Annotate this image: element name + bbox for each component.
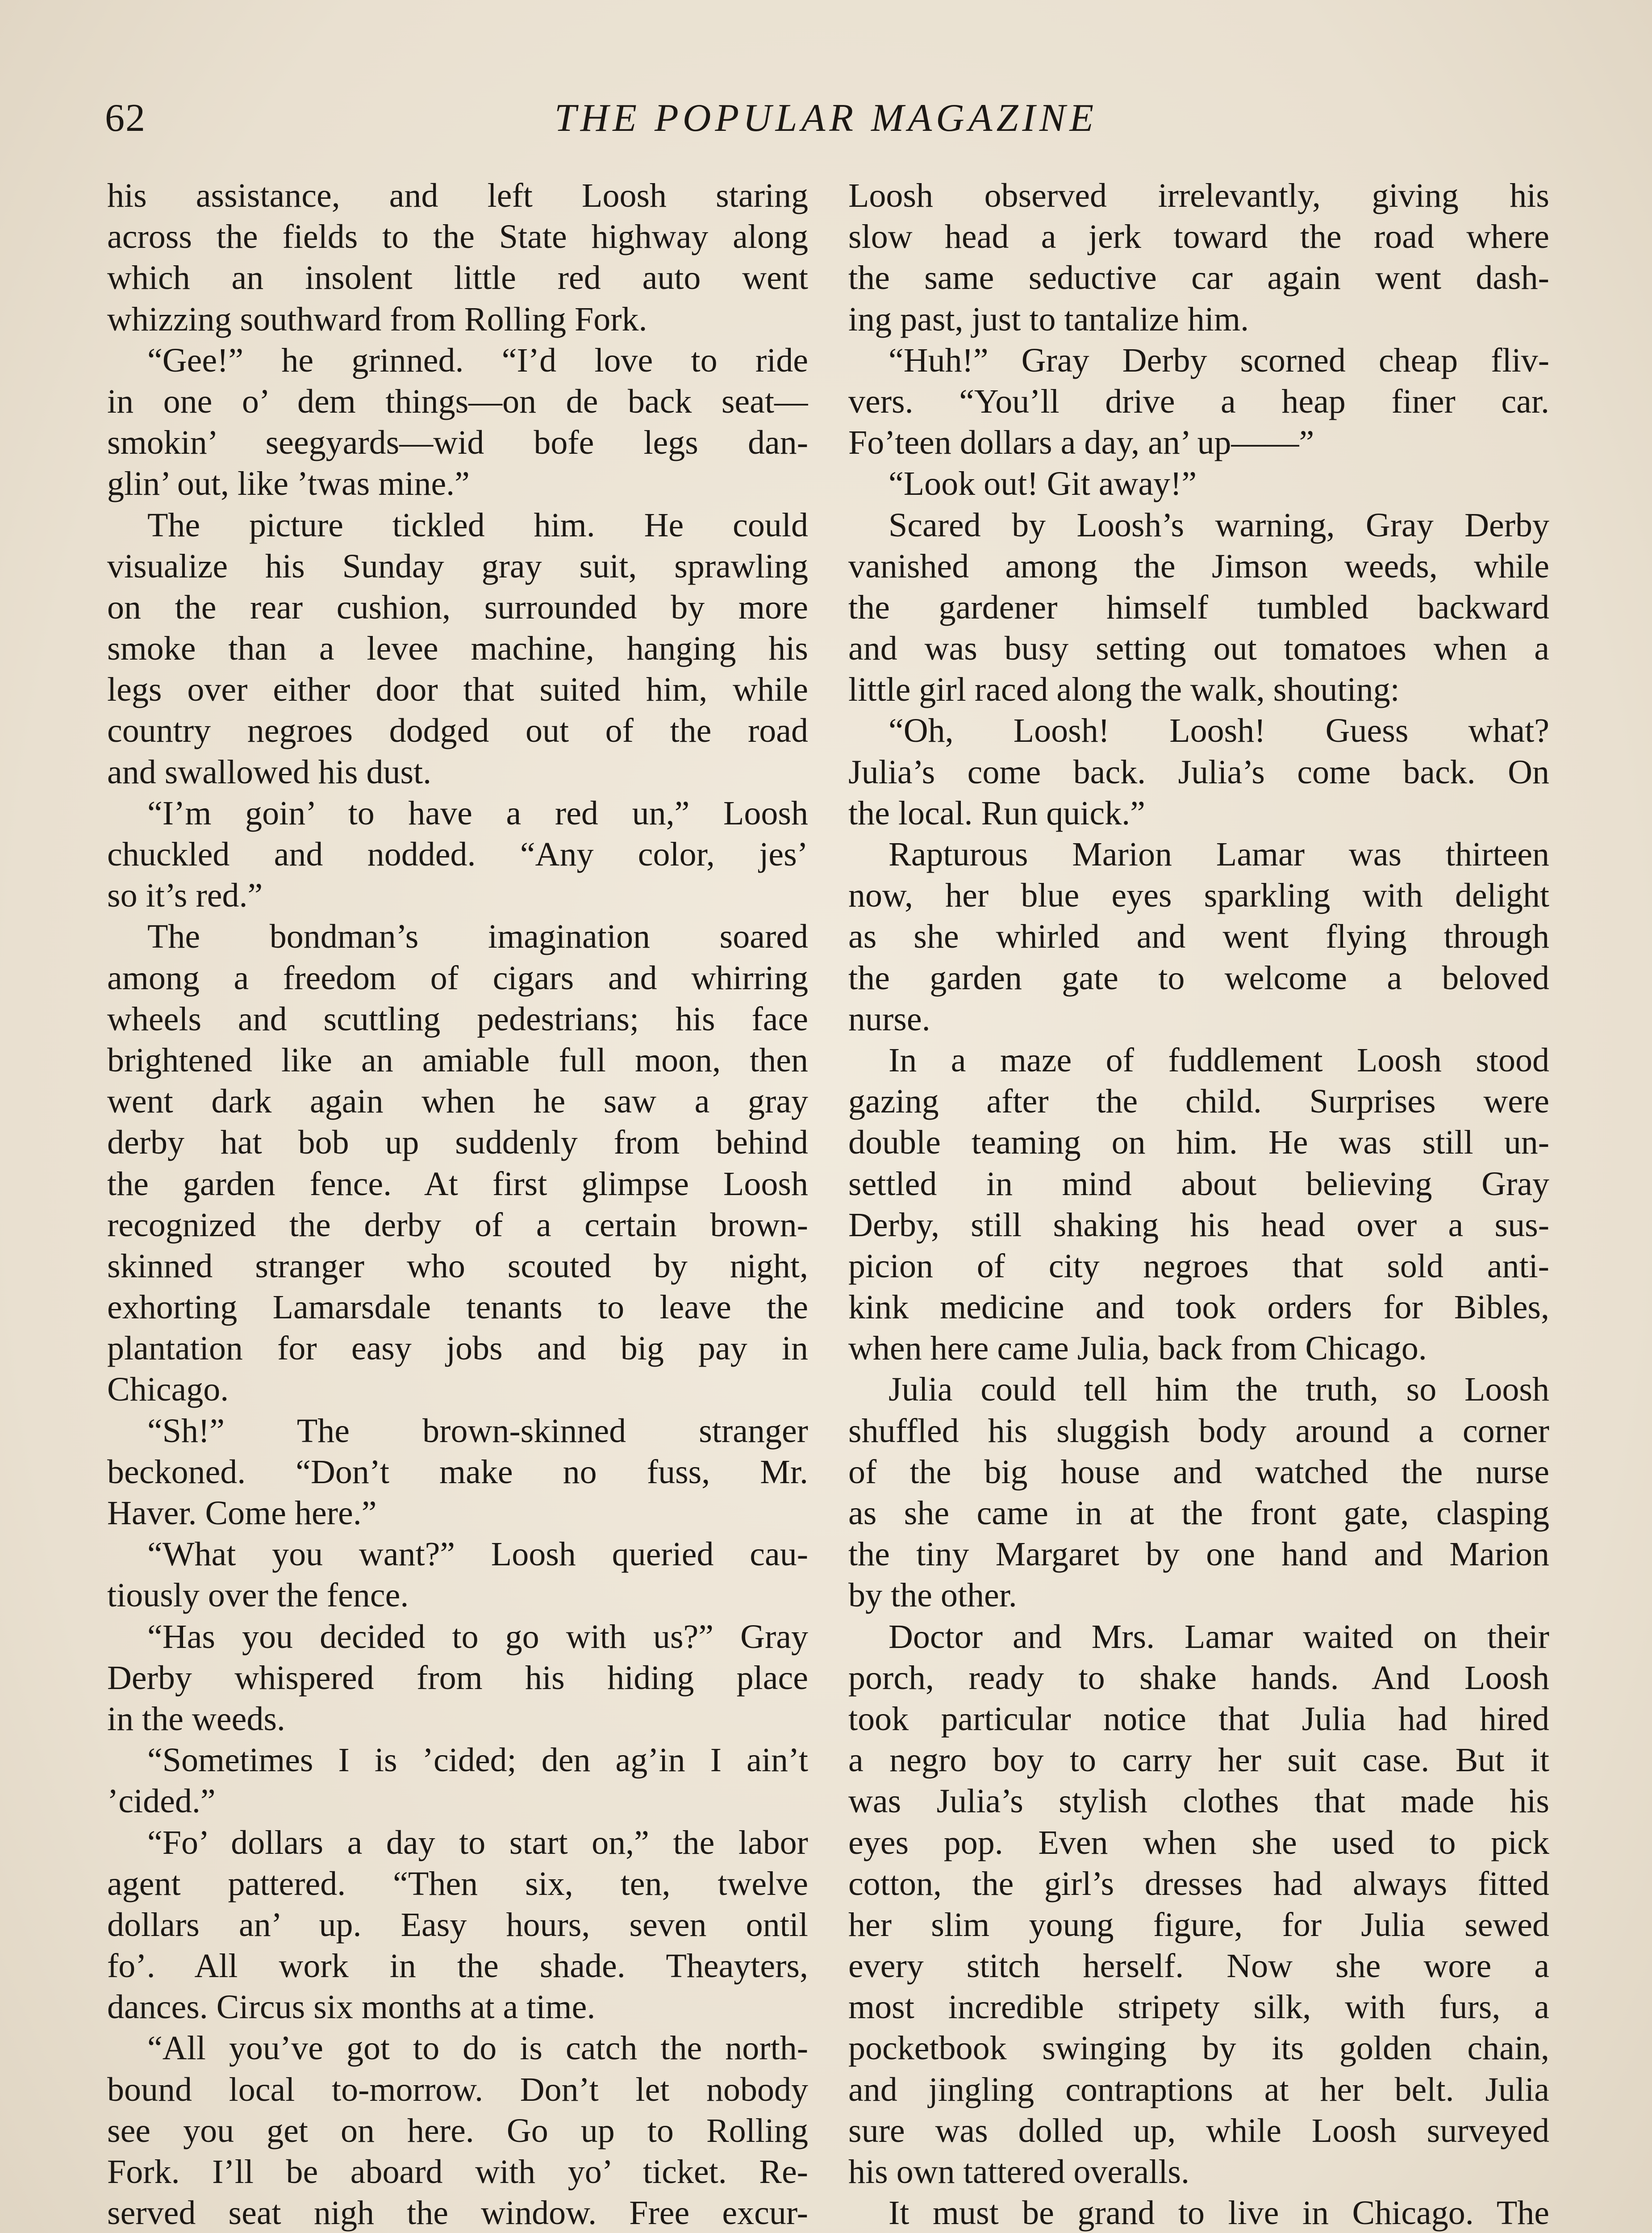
text-line: was Julia’s stylish clothes that made his [848, 1782, 1549, 1820]
text-line: agent pattered. “Then six, ten, twelve [107, 1865, 808, 1903]
text-line: kink medicine and took orders for Bibles, [848, 1288, 1549, 1326]
text-line: and was busy setting out tomatoes when a [848, 630, 1549, 668]
text-line: on the rear cushion, surrounded by more [107, 588, 808, 626]
text-line: the same seductive car again went dash- [848, 259, 1549, 297]
text-line: Haver. Come here.” [107, 1494, 377, 1532]
text-line: exhorting Lamarsdale tenants to leave the [107, 1288, 808, 1326]
text-line: In a maze of fuddlement Loosh stood [889, 1041, 1549, 1079]
text-line: in the weeds. [107, 1700, 285, 1738]
text-line: vers. “You’ll drive a heap finer car. [848, 382, 1549, 420]
text-line: every stitch herself. Now she wore a [848, 1947, 1549, 1985]
text-line: and swallowed his dust. [107, 753, 432, 791]
text-line: skinned stranger who scouted by night, [107, 1247, 808, 1285]
text-line: Derby whispered from his hiding place [107, 1659, 808, 1697]
text-line: and jingling contraptions at her belt. Julia [848, 2070, 1549, 2108]
text-line: of the big house and watched the nurse [848, 1453, 1549, 1491]
text-line: “Gee!” he grinned. “I’d love to ride [147, 341, 808, 379]
text-line: pocketbook swinging by its golden chain, [848, 2029, 1549, 2067]
text-line: little girl raced along the walk, shouting: [848, 671, 1400, 709]
text-line: Julia could tell him the truth, so Loosh [889, 1371, 1549, 1409]
text-line: “All you’ve got to do is catch the north- [147, 2029, 808, 2067]
text-line: vanished among the Jimson weeds, while [848, 547, 1549, 585]
text-line: cotton, the girl’s dresses had always fitted [848, 1865, 1549, 1903]
text-line: ing past, just to tantalize him. [848, 300, 1249, 338]
text-line: plantation for easy jobs and big pay in [107, 1330, 808, 1367]
text-line: legs over either door that suited him, while [107, 671, 808, 709]
text-line: Fo’teen dollars a day, an’ up——” [848, 424, 1314, 462]
text-line: whizzing southward from Rolling Fork. [107, 300, 647, 338]
text-line: Doctor and Mrs. Lamar waited on their [889, 1618, 1549, 1656]
text-line: as she whirled and went flying through [848, 918, 1549, 956]
text-line: the gardener himself tumbled backward [848, 588, 1549, 626]
text-line: shuffled his sluggish body around a corner [848, 1412, 1549, 1450]
text-line: Fork. I’ll be aboard with yo’ ticket. Re- [107, 2153, 808, 2191]
text-line: the local. Run quick.” [848, 794, 1145, 832]
text-line: his assistance, and left Loosh staring [107, 177, 808, 214]
text-line: Derby, still shaking his head over a sus- [848, 1206, 1549, 1244]
text-line: so it’s red.” [107, 877, 263, 915]
text-line: brightened like an amiable full moon, then [107, 1041, 808, 1079]
text-line: double teaming on him. He was still un- [848, 1124, 1549, 1162]
text-line: Julia’s come back. Julia’s come back. On [848, 753, 1549, 791]
text-line: “Sometimes I is ’cided; den ag’in I ain’t [147, 1741, 808, 1779]
text-line: visualize his Sunday gray suit, sprawling [107, 547, 808, 585]
text-line: which an insolent little red auto went [107, 259, 808, 297]
text-line: dollars an’ up. Easy hours, seven ontil [107, 1906, 808, 1944]
text-line: when here came Julia, back from Chicago. [848, 1330, 1427, 1367]
text-line: “Sh!” The brown-skinned stranger [147, 1412, 808, 1450]
text-line: glin’ out, like ’twas mine.” [107, 465, 470, 503]
text-line: the garden gate to welcome a beloved [848, 959, 1549, 997]
text-line: country negroes dodged out of the road [107, 712, 808, 750]
text-line: “Look out! Git away!” [889, 465, 1197, 503]
text-line: “I’m goin’ to have a red un,” Loosh [147, 794, 808, 832]
text-line: “Oh, Loosh! Loosh! Guess what? [889, 712, 1549, 750]
text-line: took particular notice that Julia had hired [848, 1700, 1549, 1738]
text-line: now, her blue eyes sparkling with delight [848, 877, 1549, 915]
text-line: the garden fence. At first glimpse Loosh [107, 1165, 808, 1203]
text-line: It must be grand to live in Chicago. The [889, 2194, 1549, 2232]
text-line: in one o’ dem things—on de back seat— [107, 382, 808, 420]
text-line: his own tattered overalls. [848, 2153, 1190, 2191]
text-line: smoke than a levee machine, hanging his [107, 630, 808, 668]
text-line: The bondman’s imagination soared [147, 918, 808, 956]
text-line: her slim young figure, for Julia sewed [848, 1906, 1549, 1944]
text-line: picion of city negroes that sold anti- [848, 1247, 1549, 1285]
text-line: Loosh observed irrelevantly, giving his [848, 177, 1549, 214]
text-line: a negro boy to carry her suit case. But it [848, 1741, 1549, 1779]
text-line: settled in mind about believing Gray [848, 1165, 1549, 1203]
right-column [848, 175, 1549, 2233]
running-title: THE POPULAR MAGAZINE [554, 96, 1098, 140]
text-line: beckoned. “Don’t make no fuss, Mr. [107, 1453, 808, 1491]
left-column [107, 175, 808, 2233]
text-line: nurse. [848, 1000, 930, 1038]
text-line: “What you want?” Loosh queried cau- [147, 1535, 808, 1573]
text-line: Scared by Loosh’s warning, Gray Derby [889, 506, 1549, 544]
text-line: across the fields to the State highway along [107, 218, 808, 256]
text-line: “Has you decided to go with us?” Gray [147, 1618, 808, 1656]
text-line: “Huh!” Gray Derby scorned cheap fliv- [889, 341, 1549, 379]
text-line: ’cided.” [107, 1782, 216, 1820]
text-line: dances. Circus six months at a time. [107, 1988, 596, 2026]
text-line: smokin’ seegyards—wid bofe legs dan- [107, 424, 808, 462]
text-line: by the other. [848, 1576, 1017, 1614]
text-line: slow head a jerk toward the road where [848, 218, 1549, 256]
text-line: recognized the derby of a certain brown- [107, 1206, 808, 1244]
text-line: served seat nigh the window. Free excur- [107, 2194, 808, 2232]
text-line: The picture tickled him. He could [147, 506, 808, 544]
text-line: derby hat bob up suddenly from behind [107, 1124, 808, 1162]
text-line: Chicago. [107, 1371, 229, 1409]
text-line: tiously over the fence. [107, 1576, 409, 1614]
text-line: porch, ready to shake hands. And Loosh [848, 1659, 1549, 1697]
text-line: fo’. All work in the shade. Theayters, [107, 1947, 808, 1985]
text-line: sure was dolled up, while Loosh surveyed [848, 2112, 1549, 2149]
text-line: among a freedom of cigars and whirring [107, 959, 808, 997]
text-line: went dark again when he saw a gray [107, 1083, 808, 1121]
text-line: bound local to-morrow. Don’t let nobody [107, 2070, 808, 2108]
text-line: “Fo’ dollars a day to start on,” the labor [147, 1823, 808, 1861]
text-line: eyes pop. Even when she used to pick [848, 1823, 1549, 1861]
text-line: see you get on here. Go up to Rolling [107, 2112, 808, 2149]
text-line: chuckled and nodded. “Any color, jes’ [107, 836, 808, 873]
page-number: 62 [105, 96, 146, 140]
text-line: Rapturous Marion Lamar was thirteen [889, 836, 1549, 873]
text-line: the tiny Margaret by one hand and Marion [848, 1535, 1549, 1573]
text-line: wheels and scuttling pedestrians; his face [107, 1000, 808, 1038]
text-line: as she came in at the front gate, clasping [848, 1494, 1549, 1532]
page-header [0, 89, 1652, 147]
text-line: most incredible stripety silk, with furs, a [848, 1988, 1549, 2026]
text-line: gazing after the child. Surprises were [848, 1083, 1549, 1121]
